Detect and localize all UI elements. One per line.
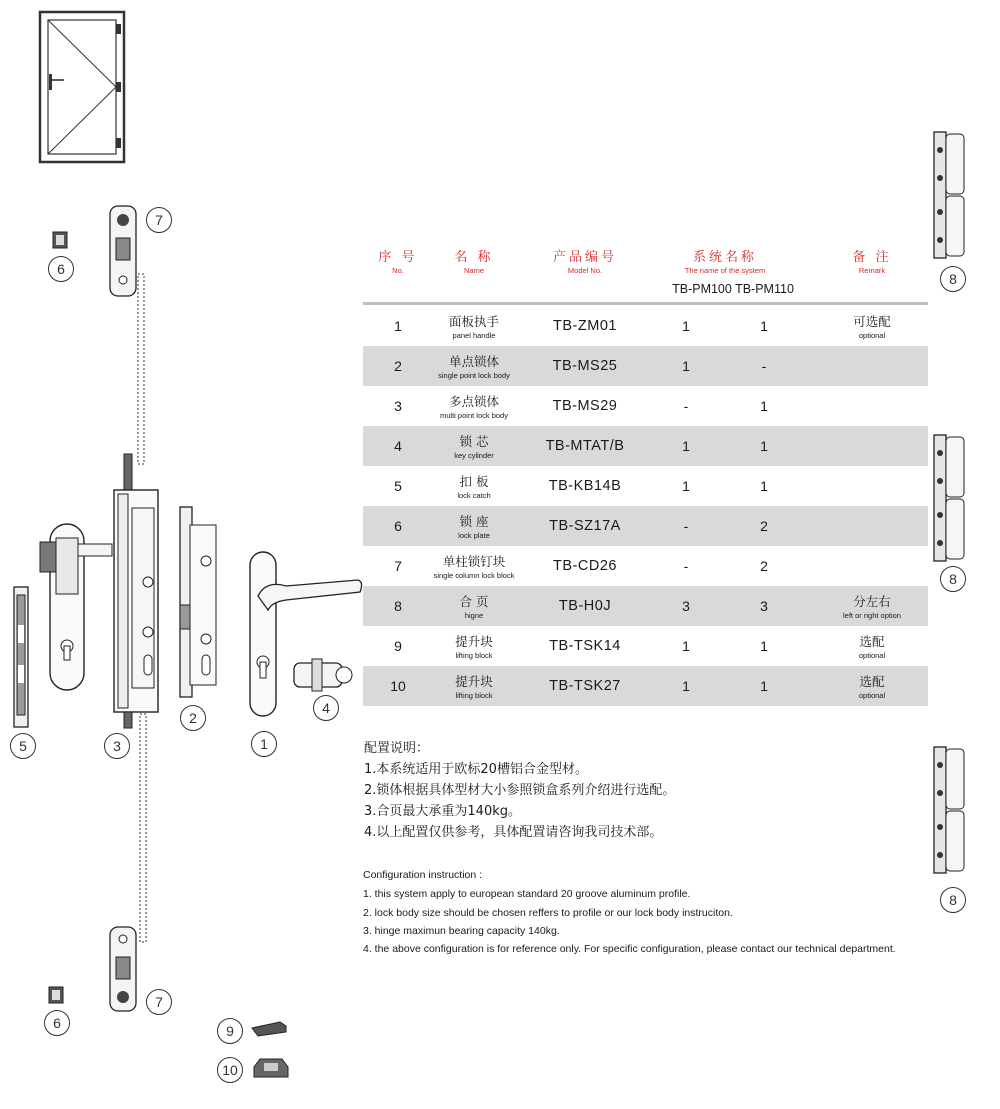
cell-system-pm100: 1 <box>682 638 690 654</box>
notes-en-item: 4. the above configuration is for reference only. For specific configuration, please contact our technical department. <box>363 943 896 956</box>
notes-cn-item: 1.本系统适用于欧标20槽铝合金型材。 <box>364 762 588 777</box>
cell-system-pm110: - <box>761 358 767 374</box>
header-remark: 备 注 Remark <box>852 250 892 275</box>
cell-remark <box>821 466 923 506</box>
cell-no: 1 <box>394 318 402 334</box>
cell-system-pm100: 1 <box>682 478 690 494</box>
table-body <box>363 306 928 706</box>
system-names: TB-PM100 TB-PM110 <box>672 282 794 296</box>
header-name: 名 称 Name <box>454 250 494 275</box>
callout-10: 10 <box>217 1057 243 1083</box>
door-elevation-diagram <box>38 10 128 165</box>
lock-block-bottom-drawing <box>106 925 140 1015</box>
notes-cn-title: 配置说明： <box>364 741 430 756</box>
cell-system-pm100: 1 <box>682 318 690 334</box>
callout-7-bottom: 7 <box>146 989 172 1015</box>
cell-system-pm100: 1 <box>682 678 690 694</box>
cell-model: TB-MS29 <box>552 398 618 414</box>
callout-6-bottom: 6 <box>44 1010 70 1036</box>
table-row <box>363 426 928 466</box>
cell-system-pm100: 3 <box>682 598 690 614</box>
configuration-table <box>363 246 928 706</box>
hinge-top-drawing <box>928 130 968 262</box>
cell-no: 6 <box>394 518 402 534</box>
cell-model: TB-KB14B <box>548 478 622 494</box>
lock-plate-bottom-drawing <box>48 985 68 1007</box>
name-cn: 面板执手 <box>448 314 499 329</box>
name-en: lock plate <box>458 531 490 540</box>
remark-en: optional <box>858 331 886 340</box>
cell-model: TB-ZM01 <box>553 318 617 334</box>
name-en: key cylinder <box>454 451 494 460</box>
cell-remark <box>821 426 923 466</box>
remark-en: optional <box>858 691 886 700</box>
table-row <box>363 586 928 626</box>
cell-system-pm110: 3 <box>760 598 768 614</box>
cell-remark <box>821 586 923 626</box>
cell-remark <box>821 306 923 346</box>
name-en: lifting block <box>455 691 493 700</box>
multi-point-lock-body-drawing <box>104 450 164 730</box>
lock-catch-drawing <box>10 585 34 730</box>
cell-name <box>401 346 547 386</box>
table-row <box>363 346 928 386</box>
callout-6-top: 6 <box>48 256 74 282</box>
header-system: 系统名称 The name of the system <box>684 250 766 275</box>
table-row <box>363 466 928 506</box>
name-cn: 锁 座 <box>459 514 489 529</box>
cell-system-pm100: 1 <box>682 358 690 374</box>
name-cn: 单点锁体 <box>448 354 499 369</box>
name-cn: 提升块 <box>455 634 493 649</box>
cell-system-pm100: 1 <box>682 438 690 454</box>
connecting-rod-bottom <box>138 712 150 946</box>
name-cn: 合 页 <box>459 594 489 609</box>
table-row <box>363 386 928 426</box>
remark-cn: 可选配 <box>853 314 891 329</box>
notes-cn-item: 3.合页最大承重为140kg。 <box>364 804 521 819</box>
door-handle-left-drawing <box>34 520 114 695</box>
cell-name <box>401 306 547 346</box>
key-cylinder-drawing <box>292 657 356 693</box>
callout-2: 2 <box>180 705 206 731</box>
cell-system-pm100: - <box>683 398 689 414</box>
configuration-notes-cn <box>364 738 675 843</box>
cell-no: 5 <box>394 478 402 494</box>
name-cn: 单柱锁钉块 <box>442 554 506 569</box>
cell-model: TB-TSK14 <box>549 638 621 654</box>
name-en: multi point lock body <box>440 411 508 420</box>
hinge-middle-drawing <box>928 433 968 565</box>
name-cn: 多点锁体 <box>448 394 499 409</box>
lifting-block-9-drawing <box>250 1018 290 1038</box>
name-en: lock catch <box>457 491 491 500</box>
cell-system-pm110: 1 <box>760 318 768 334</box>
lifting-block-10-drawing <box>252 1055 292 1081</box>
cell-model: TB-H0J <box>558 598 612 614</box>
callout-8-bottom: 8 <box>940 887 966 913</box>
cell-system-pm100: - <box>683 558 689 574</box>
cell-name <box>401 506 547 546</box>
cell-no: 8 <box>394 598 402 614</box>
cell-remark <box>821 346 923 386</box>
cell-remark <box>821 546 923 586</box>
name-cn: 提升块 <box>455 674 493 689</box>
name-en: single column lock block <box>433 571 515 580</box>
cell-no: 3 <box>394 398 402 414</box>
cell-system-pm110: 1 <box>760 678 768 694</box>
cell-name <box>401 666 547 706</box>
cell-name <box>401 426 547 466</box>
remark-cn: 选配 <box>859 634 885 649</box>
cell-name <box>401 386 547 426</box>
cell-remark <box>821 666 923 706</box>
name-en: lifting block <box>455 651 493 660</box>
cell-name <box>401 586 547 626</box>
callout-4: 4 <box>313 695 339 721</box>
table-row <box>363 546 928 586</box>
notes-en-title: Configuration instruction : <box>363 869 483 881</box>
table-row <box>363 306 928 346</box>
notes-cn-item: 4.以上配置仅供参考，具体配置请咨询我司技术部。 <box>364 825 663 840</box>
cell-no: 7 <box>394 558 402 574</box>
cell-no: 4 <box>394 438 402 454</box>
cell-remark <box>821 626 923 666</box>
cell-name <box>401 626 547 666</box>
single-point-lock-body-drawing <box>176 505 220 705</box>
connecting-rod-top <box>136 272 148 468</box>
cell-system-pm100: - <box>683 518 689 534</box>
cell-model: TB-MTAT/B <box>545 438 625 454</box>
panel-handle-drawing <box>246 550 364 720</box>
name-en: panel handle <box>452 331 496 340</box>
name-cn: 扣 板 <box>459 474 489 489</box>
table-header <box>363 246 928 302</box>
name-cn: 锁 芯 <box>459 434 489 449</box>
lock-block-top-drawing <box>106 204 140 300</box>
cell-system-pm110: 1 <box>760 398 768 414</box>
callout-9: 9 <box>217 1018 243 1044</box>
name-en: single point lock body <box>438 371 510 380</box>
remark-en: optional <box>858 651 886 660</box>
cell-no: 10 <box>390 678 406 694</box>
cell-no: 9 <box>394 638 402 654</box>
callout-7-top: 7 <box>146 207 172 233</box>
remark-cn: 选配 <box>859 674 885 689</box>
remark-en: left or right option <box>843 611 901 620</box>
configuration-notes-en <box>363 866 923 958</box>
cell-no: 2 <box>394 358 402 374</box>
table-row <box>363 626 928 666</box>
cell-remark <box>821 506 923 546</box>
cell-remark <box>821 386 923 426</box>
hinge-bottom-drawing <box>928 745 968 877</box>
cell-system-pm110: 1 <box>760 638 768 654</box>
cell-name <box>401 546 547 586</box>
notes-cn-item: 2.锁体根据具体型材大小参照锁盒系列介绍进行选配。 <box>364 783 676 798</box>
callout-1: 1 <box>251 731 277 757</box>
callout-5: 5 <box>10 733 36 759</box>
cell-system-pm110: 1 <box>760 478 768 494</box>
cell-system-pm110: 2 <box>760 558 768 574</box>
cell-model: TB-SZ17A <box>549 518 621 534</box>
header-model: 产品编号 Model No. <box>552 250 617 275</box>
cell-name <box>401 466 547 506</box>
cell-model: TB-MS25 <box>552 358 618 374</box>
header-no: 序 号 No. <box>378 250 418 275</box>
callout-8-middle: 8 <box>940 566 966 592</box>
table-row <box>363 666 928 706</box>
cell-system-pm110: 1 <box>760 438 768 454</box>
cell-system-pm110: 2 <box>760 518 768 534</box>
callout-3: 3 <box>104 733 130 759</box>
name-en: higne <box>464 611 484 620</box>
notes-en-item: 1. this system apply to european standard 20 groove aluminum profile. <box>363 888 691 901</box>
notes-en-item: 2. lock body size should be chosen reffers to profile or our lock body instruciton. <box>363 906 733 919</box>
remark-cn: 分左右 <box>853 594 891 609</box>
table-row <box>363 506 928 546</box>
lock-plate-top-drawing <box>52 230 72 252</box>
notes-en-item: 3. hinge maximun bearing capacity 140kg. <box>363 924 560 937</box>
callout-8-top: 8 <box>940 266 966 292</box>
header-divider <box>363 302 928 305</box>
cell-model: TB-TSK27 <box>549 678 621 694</box>
cell-model: TB-CD26 <box>553 558 617 574</box>
